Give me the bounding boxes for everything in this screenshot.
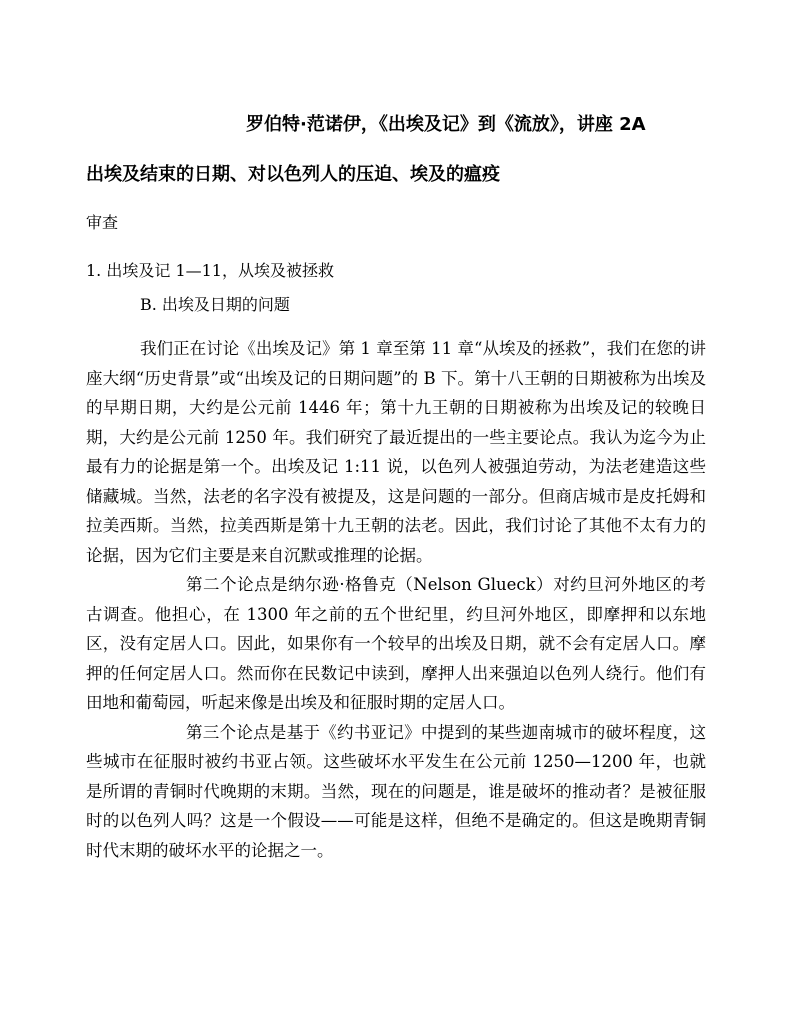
- lecture-title: 罗伯特·范诺伊，《出埃及记》到《流放》，讲座 2A: [246, 114, 646, 135]
- paragraph: 第二个论点是纳尔逊·格鲁克（Nelson Glueck）对约旦河外地区的考古调查。他担心，在 1300 年之前的五个世纪里，约旦河外地区，即摩押和以东地区，没有定居人口。因此，如果你有一个较早的出埃及日期，就不会有定居人口。摩押的任何定居人口。然而你在民数记中读到，摩押人出来强迫以色列人绕行。他们有田地和葡萄园，听起来像是出埃及和征服时期的定居人口。: [86, 575, 706, 712]
- paragraph: 我们正在讨论《出埃及记》第 1 章至第 11 章“从埃及的拯救”，我们在您的讲座大纲“历史背景”或“出埃及记的日期问题”的 B 下。第十八王朝的日期被称为出埃及的早期日期，大约是公元前 1446 年；第十九王朝的日期被称为出埃及记的较晚日期，大约是公元前 1250 年。我们研究了最近提出的一些主要论点。我认为迄今为止最有力的论据是第一个。出埃及记 1:11 说，以色列人被强迫劳动，为法老建造这些储藏城。当然，法老的名字没有被提及，这是问题的一部分。但商店城市是皮托姆和拉美西斯。当然，拉美西斯是第十九王朝的法老。因此，我们讨论了其他不太有力的论据，因为它们主要是来自沉默或推理的论据。: [86, 339, 706, 565]
- body-text: [86, 334, 706, 865]
- paragraph: 第三个论点是基于《约书亚记》中提到的某些迦南城市的破坏程度，这些城市在征服时被约书亚占领。这些破坏水平发生在公元前 1250—1200 年，也就是所谓的青铜时代晚期的末期。当然，现在的问题是，谁是破坏的推动者？是被征服时的以色列人吗？这是一个假设——可能是这样，但绝不是确定的。但这是晚期青铜时代末期的破坏水平的论据之一。: [86, 722, 706, 860]
- lecture-subtitle: 出埃及结束的日期、对以色列人的压迫、埃及的瘟疫: [86, 164, 500, 185]
- outline-level-2: B. 出埃及日期的问题: [140, 295, 290, 314]
- outline-level-1: 1. 出埃及记 1—11，从埃及被拯救: [86, 261, 334, 280]
- section-heading: 审查: [86, 213, 119, 232]
